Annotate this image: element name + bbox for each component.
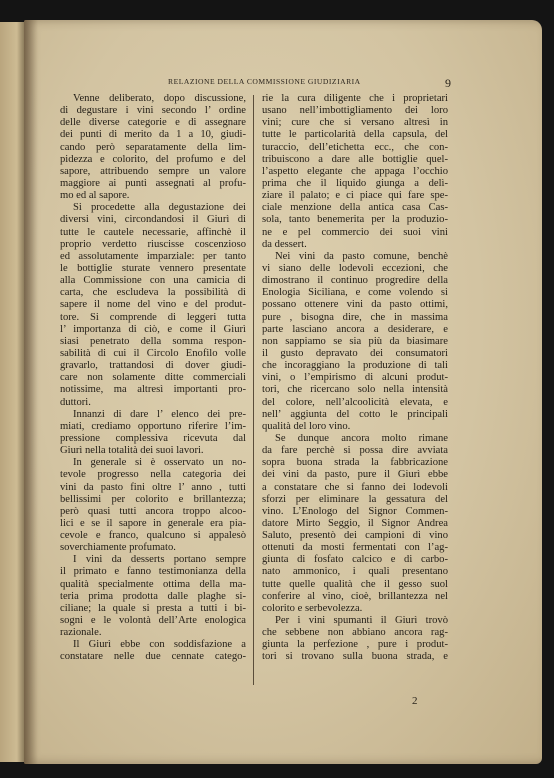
text-line: che incoraggiano la produzione di tali	[262, 360, 448, 372]
text-line: il gusto depravato dei consumatori	[262, 347, 448, 359]
text-line: che sebbene non abbiano ancora rag-	[262, 627, 448, 639]
left-page-edge	[0, 22, 24, 762]
text-line: ed assolutamente imparziale: per tanto	[60, 250, 246, 262]
text-line: turaccio, dell’etichetta ecc., che con-	[262, 141, 448, 153]
text-line: di degustare i vini secondo l’ ordine	[60, 105, 246, 117]
text-line: usano nell’imbottigliamento dei loro	[262, 105, 448, 117]
text-line: a constatare che si fanno dei lodevoli	[262, 481, 448, 493]
text-line: vini, o l’empirismo di alcuni produt-	[262, 372, 448, 384]
text-line: ne e pel commercio dei suoi vini	[262, 226, 448, 238]
text-line: vino. L’Enologo del Signor Commen-	[262, 505, 448, 517]
text-line: parte lasciano ancora a desiderare, e	[262, 323, 448, 335]
text-line: Il Giurì ebbe con soddisfazione a	[73, 639, 246, 651]
text-line: dei vini da pasto, pure il Giurì ebbe	[262, 469, 448, 481]
text-line: sforzi per eliminare la gessatura del	[262, 493, 448, 505]
running-title: RELAZIONE DELLA COMMISSIONE GIUDIZIARIA	[168, 77, 361, 86]
text-line: da dessert.	[262, 238, 307, 250]
text-line: datore Mirto Seggio, il Signor Andrea	[262, 517, 448, 529]
text-line: Se dunque ancora molto rimane	[275, 432, 448, 444]
text-line: dei punti di merito da 1 a 10, giudi-	[60, 129, 246, 141]
text-line: qualità specialmente ottima della ma-	[60, 578, 246, 590]
text-line: miati, crediamo opportuno riferire l’im-	[60, 420, 246, 432]
text-line: ziare il palato; e ci piace qui fare spe-	[262, 190, 448, 202]
text-line: pressione complessiva ricevuta dal	[60, 432, 246, 444]
text-line: Venne deliberato, dopo discussione,	[73, 93, 246, 104]
text-line: soverchiamente profumato.	[60, 542, 176, 554]
text-line: care non solamente ditte commerciali	[60, 372, 246, 384]
text-line: delle diverse categorie e di assegnare	[60, 117, 246, 129]
text-line: pure , bisogna dire, che in massima	[262, 311, 448, 323]
text-line: qualità del loro vino.	[262, 420, 351, 432]
text-line: ciliane; la quale si presta a tutti i bi-	[60, 602, 246, 614]
text-line: sogni e le volontà dell’Arte enologica	[60, 615, 246, 627]
text-line: vini; cure che si versano altresì in	[262, 117, 448, 129]
text-line: carta, che escludeva la possibilità di	[60, 287, 246, 299]
text-line: Nei vini da pasto comune, benchè	[275, 250, 448, 262]
text-line: proprio verdetto riuscisse coscenzioso	[60, 238, 246, 250]
right-text-column	[262, 93, 448, 664]
text-line: giunta di fosfato calcico e di carbo-	[262, 554, 448, 566]
text-line: dimostrano il continuo progredire della	[262, 275, 448, 287]
text-line: tutte le cautele necessarie, affinchè il	[60, 226, 246, 238]
text-line: colorito e serbevolezza.	[262, 602, 363, 614]
text-line: conferire al vino, cioè, brillantezza nel	[262, 590, 448, 602]
text-line: prima che il liquido giunga a delì-	[262, 177, 448, 189]
text-line: sabilità di cui il Circolo Enofilo volle	[60, 347, 246, 359]
text-line: nell’ aggiunta del cotto le principali	[262, 408, 448, 420]
text-line: sapere il nome del vino e del produt-	[60, 299, 246, 311]
text-line: bellissimi per colorito e brillantezza;	[60, 493, 246, 505]
text-line: cando però separatamente della lim-	[60, 141, 246, 153]
text-line: teria prima prodotta dalle plaghe si-	[60, 590, 246, 602]
text-line: lici e se il sapore in generale era pia-	[60, 517, 246, 529]
text-line: l’ importanza di ciò, e come il Giurì	[60, 323, 246, 335]
text-line: I vini da desserts portano sempre	[73, 554, 246, 566]
text-line: tutte quelle qualità che il gesso suol	[262, 578, 448, 590]
text-line: Saluto, presentò dei campioni di vino	[262, 530, 448, 542]
text-line: possano ottenere vini da pasto ottimi,	[262, 299, 448, 311]
text-line: Giurì nella totalità dei suoi lavori.	[60, 445, 204, 457]
text-line: sola, tanto benemerita per la produzio-	[262, 214, 448, 226]
column-divider	[253, 95, 254, 685]
text-line: giunta la perfezione , pure i produt-	[262, 639, 448, 651]
text-line: tori, che ricercano solo nella intensità	[262, 384, 448, 396]
text-line: ottenuti da mosti fermentati con l’ag-	[262, 542, 448, 554]
text-line: sopra buona strada la fabbricazione	[262, 457, 448, 469]
text-line: ciale menzione della antica casa Cas-	[262, 202, 448, 214]
text-line: tori si trovano sulla buona strada, e	[262, 651, 448, 663]
text-line: vini da pasto fini oltre l’ anno , tutti	[60, 481, 246, 493]
text-line: l’aspetto elegante che appaga l’occhio	[262, 165, 448, 177]
text-line: vi siano delle lodevoli eccezioni, che	[262, 262, 448, 274]
text-line: non sappiamo se sia più da biasimare	[262, 335, 448, 347]
gutter-shadow	[24, 20, 38, 764]
text-line: maggiore ai punti assegnati al profu-	[60, 177, 246, 189]
text-line: da fare perchè si possa dire avviata	[262, 445, 448, 457]
text-line: le bottiglie sturate vennero presentate	[60, 262, 246, 274]
text-line: rie la cura diligente che i proprietari	[262, 93, 448, 104]
text-line: constatare nelle due cennate catego-	[60, 651, 246, 663]
text-line: mo ed al sapore.	[60, 190, 130, 202]
text-line: gravarlo, trattandosi di dover giudi-	[60, 360, 246, 372]
text-line: notissime, ma altresì importanti pro-	[60, 384, 246, 396]
text-line: duttori.	[60, 396, 91, 408]
text-line: pidezza e colorito, del profumo e del	[60, 153, 246, 165]
text-line: sapore, attribuendo sempre un valore	[60, 165, 246, 177]
text-line: del colore, nell’alcoolicità elevata, e	[262, 396, 448, 408]
left-text-column	[60, 93, 246, 664]
text-line: il primato e fanno testimonianza della	[60, 566, 246, 578]
text-line: però quasi tutti ancora troppo alcoo-	[60, 505, 246, 517]
text-line: Si procedette alla degustazione dei	[73, 202, 246, 214]
text-line: cevole e franco, qualcuno si appalesò	[60, 530, 246, 542]
text-line: tevole progresso nella categoria dei	[60, 469, 246, 481]
page-number: 9	[445, 76, 451, 90]
text-line: tore. Si comprende di leggeri tutta	[60, 311, 246, 323]
text-line: razionale.	[60, 627, 102, 639]
text-line: diversi vini, circondandosi il Giurì di	[60, 214, 246, 226]
text-line: Per i vini spumanti il Giurì trovò	[275, 615, 448, 627]
text-line: Enologia Siciliana, e come volendo si	[262, 287, 448, 299]
text-line: In generale si è osservato un no-	[73, 457, 246, 469]
text-line: siasi penetrato della somma respon-	[60, 335, 246, 347]
signature-mark: 2	[412, 695, 418, 707]
text-line: tutte le particolarità della capsula, del	[262, 129, 448, 141]
text-line: alla Commissione con una camicia di	[60, 275, 246, 287]
text-line: tribuiscono a dare alle bottiglie quel-	[262, 153, 448, 165]
text-line: Innanzi di dare l’ elenco dei pre-	[73, 408, 246, 420]
text-line: nato ammonico, i quali presentano	[262, 566, 448, 578]
